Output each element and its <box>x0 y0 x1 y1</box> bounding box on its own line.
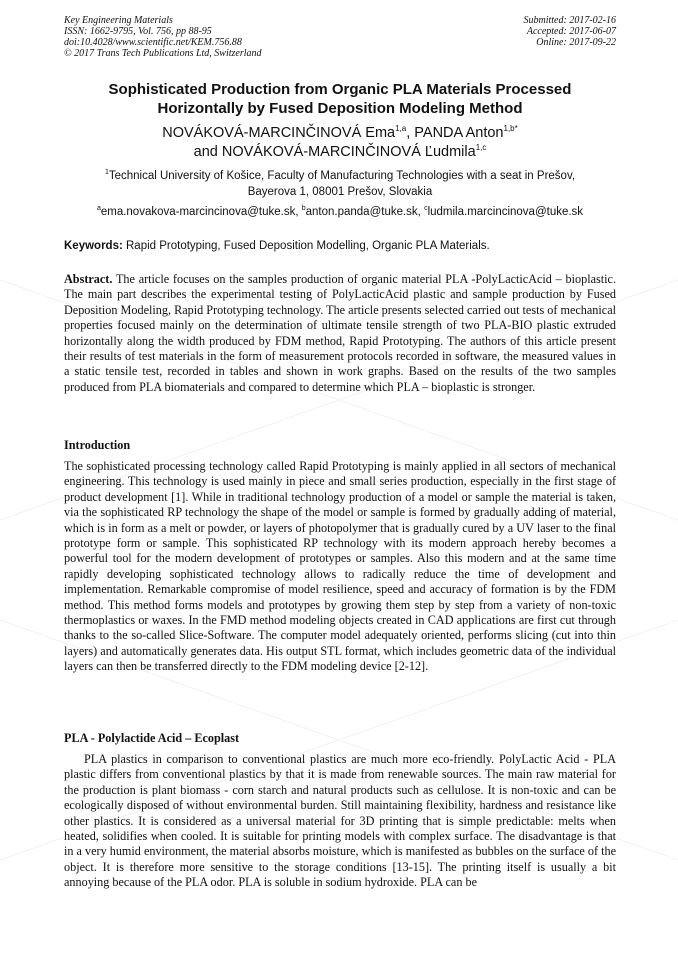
author-2-affil-mark: 1,b* <box>503 124 518 133</box>
pla-section-heading: PLA - Polylactide Acid – Ecoplast <box>64 731 240 745</box>
affiliation <box>64 168 616 200</box>
title-line-2: Horizontally by Fused Deposition Modeling Method <box>157 100 523 117</box>
keywords <box>64 238 616 254</box>
author-3: NOVÁKOVÁ-MARCINČINOVÁ Ľudmila <box>221 144 476 160</box>
issn-line: ISSN: 1662-9795, Vol. 756, pp 88-95 <box>64 26 212 37</box>
author-conjunction: and <box>193 144 222 160</box>
introduction-heading: Introduction <box>64 438 131 452</box>
author-1-affil-mark: 1,a <box>395 124 407 133</box>
author-3-affil-mark: 1,c <box>475 143 487 152</box>
author-separator: , <box>406 125 415 141</box>
email-c[interactable]: ludmila.marcincinova@tuke.sk <box>427 206 584 218</box>
title-line-1: Sophisticated Production from Organic PLA Materials Processed <box>108 81 572 98</box>
affiliation-mark: 1 <box>104 169 109 176</box>
header-right <box>524 15 617 48</box>
abstract <box>64 272 616 395</box>
email-a-mark: a <box>96 205 101 212</box>
affiliation-line-2: Bayerova 1, 08001 Prešov, Slovakia <box>247 186 433 198</box>
abstract-label: Abstract. <box>64 272 113 286</box>
pla-section-paragraph: PLA plastics in comparison to conventional plastics are much more eco-friendly. PolyLactic Acid - PLA plastic differs from conventional plastics by that it is made from renewable sources. The main raw material for the production is plant biomass - corn starch and natural products such as cellulose. It is non-toxic and can be ecologically disposed of without environmental burden. Still maintaining flexibility, hardness and resistance like other plastics. It is considered as a universal material for 3D printing that is simple predictable: melts when heated, solidifies when cooled. It is suitable for printing models with complex surface. The disadvantage is that in a very humid environment, the material absorbs moisture, which is manifested as bubbles on the surface of the object. It is therefore more sensitive to the storage conditions [13-15]. The printing itself is usually a bit annoying because of the PLA odor. PLA is soluble in sodium hydroxide. PLA can be <box>64 752 616 890</box>
keywords-label: Keywords: <box>64 240 123 252</box>
introduction-paragraph: The sophisticated processing technology called Rapid Prototyping is mainly applied in all sectors of mechanical engineering. This technology is used mainly in piece and small series production, especially in the first stage of product development [1]. While in traditional technology production of a model or sample the material is taken, via the sophisticated RP technology the shape of the model or sample is formed by gradually adding of material, which is in form as a melt or powder, or layers of photopolymer that is gradually cured by a UV laser to the final prototype form or sample. This sophisticated RP technology with its modern approach hereby becomes a powerful tool for the modern development of prototypes or samples. Also this modern and at the same time rapidly developing sophisticated technology allows to radically reduce the time of development and implementation. Remarkable compromise of model resilience, speed and accuracy of formation is by the FDM method. This method forms models and prototypes by growing them step by step from a variety of non-toxic thermoplastics or waxes. In the FMD method modeling objects created in CAD applications are first cut through thanks to the so-called Slice-Software. The computer model adequately oriented, performs slicing (cut into thin layers) and automatically generates data. His output STL format, which includes geometric data of the individual layers can then be transferred directly to the FDM modeling device [2-12]. <box>64 459 616 674</box>
email-b-mark: b <box>301 205 306 212</box>
email-c-mark: c <box>424 205 428 212</box>
email-b[interactable]: anton.panda@tuke.sk, <box>305 206 425 218</box>
online-date: Online: 2017-09-22 <box>536 37 616 48</box>
copyright-line: © 2017 Trans Tech Publications Ltd, Switzerland <box>64 48 262 59</box>
authors-line-2 <box>64 143 616 162</box>
affiliation-text-1: Technical University of Košice, Faculty of Manufacturing Technologies with a seat in Prešov, <box>108 170 576 182</box>
journal-name: Key Engineering Materials <box>64 15 173 26</box>
authors-line-1 <box>64 124 616 143</box>
accepted-date: Accepted: 2017-06-07 <box>526 26 616 37</box>
author-2: PANDA Anton <box>414 125 504 141</box>
doi-line: doi:10.4028/www.scientific.net/KEM.756.88 <box>64 37 242 48</box>
submitted-date: Submitted: 2017-02-16 <box>523 15 616 26</box>
abstract-text: The article focuses on the samples production of organic material PLA -PolyLacticAcid – bioplastic. The main part describes the experimental testing of PolyLacticAcid plastic and sample production by Fused Deposition Modeling, Rapid Prototyping technology. The article presents selected carried out tests of mechanical properties focused mainly on the determination of ultimate tensile strength of two PLA-BIO plastic extruded horizontally along the width produced by FDM method, Rapid Prototyping. The authors of this article present their results of test materials in the form of measurement protocols recorded in software, the measured values in a static tensile test, recorded in tables and shown in work graphs. Based on the results of the two samples produced from PLA biomaterials and compared to determine which PLA – bioplastic is stronger. <box>64 272 616 394</box>
email-a[interactable]: ema.novakova-marcincinova@tuke.sk, <box>100 206 302 218</box>
author-1: NOVÁKOVÁ-MARCINČINOVÁ Ema <box>162 125 396 141</box>
header-left <box>64 15 262 59</box>
keywords-text: Rapid Prototyping, Fused Deposition Modelling, Organic PLA Materials. <box>122 240 490 252</box>
author-list <box>64 124 616 162</box>
paper-title <box>64 80 616 118</box>
affiliation-line-1 <box>64 168 616 184</box>
author-emails <box>64 204 616 220</box>
